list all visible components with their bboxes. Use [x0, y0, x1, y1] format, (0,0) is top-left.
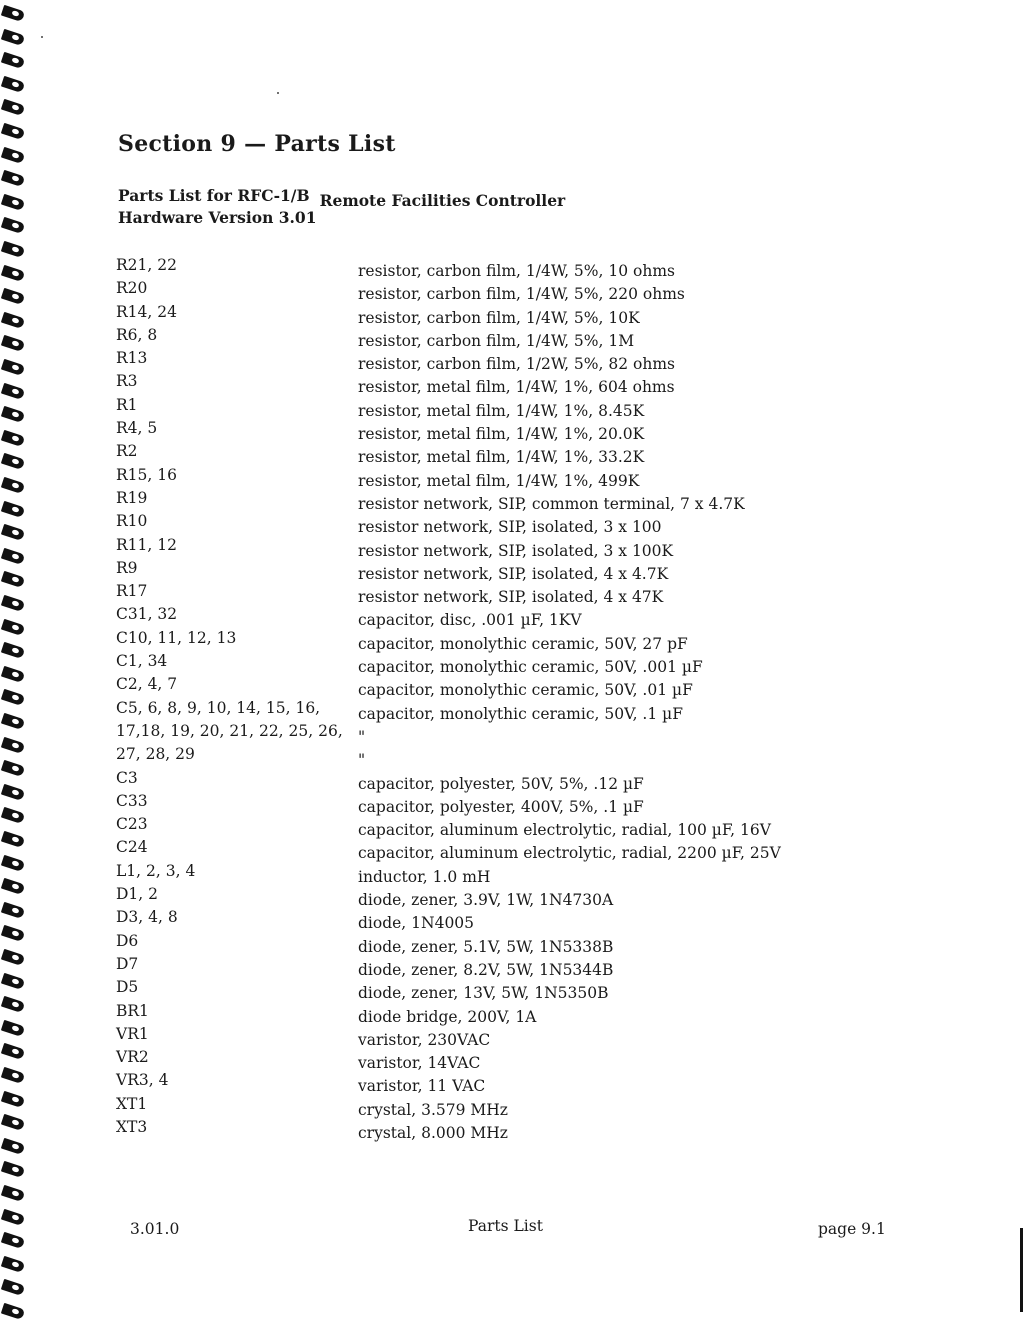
part-description: resistor, carbon film, 1/4W, 5%, 10 ohms [358, 262, 675, 280]
part-description: capacitor, monolythic ceramic, 50V, .001 µF [358, 658, 703, 677]
document-subtitle-line1 [118, 186, 566, 210]
part-description: inductor, 1.0 mH [358, 867, 491, 886]
binding-ring [2, 1094, 24, 1108]
part-reference: C1, 34 [116, 652, 168, 671]
part-reference: C31, 32 [116, 605, 178, 624]
part-reference: R14, 24 [116, 302, 177, 321]
part-row [116, 370, 836, 397]
binding-ring [2, 150, 24, 164]
part-row [116, 953, 836, 979]
binding-ring [2, 504, 24, 518]
spiral-binding [0, 0, 30, 1324]
part-reference: C33 [116, 791, 148, 810]
binding-ring [2, 1046, 24, 1060]
binding-ring [2, 1235, 24, 1249]
footer-title: Parts List [468, 1217, 543, 1235]
binding-ring [2, 456, 24, 470]
part-row [116, 650, 836, 677]
part-description: resistor, metal film, 1/4W, 1%, 20.0K [358, 425, 645, 444]
binding-ring [2, 338, 24, 352]
part-row [116, 813, 836, 840]
part-row [116, 1093, 836, 1119]
part-row [116, 1023, 836, 1049]
part-row [116, 324, 836, 350]
binding-ring [2, 598, 24, 612]
binding-ring [2, 1282, 24, 1296]
binding-ring [2, 126, 24, 140]
document-subtitle-line2: Hardware Version 3.01 [118, 208, 317, 227]
part-description: resistor network, SIP, isolated, 4 x 47K [358, 588, 664, 607]
part-reference: L1, 2, 3, 4 [116, 861, 196, 880]
binding-ring [2, 787, 24, 801]
binding-ring [2, 8, 24, 22]
part-description: diode, 1N4005 [358, 914, 475, 933]
part-reference: C24 [116, 838, 148, 857]
part-row [116, 1000, 836, 1026]
part-row [116, 487, 836, 513]
binding-ring [2, 834, 24, 848]
part-reference: R3 [116, 372, 138, 391]
part-reference: R11, 12 [116, 535, 177, 554]
part-row [116, 627, 836, 653]
part-reference: R15, 16 [116, 465, 177, 484]
part-reference: D7 [116, 954, 139, 973]
part-row [116, 743, 836, 770]
binding-ring [2, 291, 24, 305]
part-description: resistor network, SIP, isolated, 3 x 100 [358, 518, 662, 537]
section-title: Section 9 — Parts List [118, 131, 396, 157]
binding-ring [2, 79, 24, 93]
part-row [116, 1046, 836, 1073]
binding-ring [2, 480, 24, 494]
binding-ring [2, 740, 24, 754]
part-row [116, 394, 836, 420]
binding-ring [2, 102, 24, 116]
binding-ring [2, 1117, 24, 1131]
part-description: resistor, carbon film, 1/4W, 5%, 10K [358, 308, 640, 327]
binding-ring [2, 976, 24, 990]
part-description: resistor network, SIP, isolated, 4 x 4.7K [358, 564, 669, 583]
part-reference: D6 [116, 931, 139, 950]
binding-ring [2, 1188, 24, 1202]
part-description: crystal, 8.000 MHz [358, 1123, 508, 1142]
part-row [116, 557, 836, 583]
part-description: crystal, 3.579 MHz [358, 1100, 508, 1119]
binding-ring [2, 527, 24, 541]
binding-ring [2, 669, 24, 683]
part-reference: R21, 22 [116, 256, 177, 274]
binding-ring [2, 32, 24, 46]
part-reference: C3 [116, 768, 138, 787]
part-row [116, 277, 836, 304]
part-reference: R9 [116, 558, 138, 577]
binding-ring [2, 952, 24, 966]
part-description: diode, zener, 3.9V, 1W, 1N4730A [358, 891, 614, 910]
part-reference: R4, 5 [116, 419, 158, 438]
binding-ring [2, 692, 24, 706]
part-description: " [358, 751, 366, 770]
part-reference: 27, 28, 29 [116, 745, 195, 764]
part-description: resistor, metal film, 1/4W, 1%, 499K [358, 471, 640, 490]
part-reference: R6, 8 [116, 325, 158, 344]
part-description: varistor, 11 VAC [358, 1077, 486, 1096]
part-description: resistor, carbon film, 1/4W, 5%, 1M [358, 331, 635, 350]
binding-ring [2, 197, 24, 211]
part-row [116, 301, 836, 327]
binding-ring [2, 409, 24, 423]
binding-ring [2, 244, 24, 258]
part-reference: VR2 [116, 1048, 149, 1067]
binding-ring [2, 220, 24, 234]
part-reference: XT3 [116, 1117, 148, 1136]
binding-ring [2, 716, 24, 730]
part-row [116, 720, 836, 746]
part-row [116, 603, 836, 630]
part-reference: D1, 2 [116, 885, 159, 904]
scan-speck [277, 92, 279, 94]
part-description: resistor, metal film, 1/4W, 1%, 33.2K [358, 448, 645, 467]
binding-ring [2, 999, 24, 1013]
part-row [116, 417, 836, 444]
binding-ring [2, 763, 24, 777]
part-row [116, 860, 836, 886]
part-row [116, 510, 836, 537]
part-row [116, 534, 836, 560]
part-row [116, 1069, 836, 1096]
footer-version: 3.01.0 [130, 1220, 180, 1238]
part-row [116, 440, 836, 467]
binding-ring [2, 268, 24, 282]
binding-ring [2, 1141, 24, 1155]
part-description: capacitor, aluminum electrolytic, radial, 2200 µF, 25V [358, 844, 781, 863]
part-row [116, 673, 836, 700]
part-reference: XT1 [116, 1094, 148, 1113]
part-description: diode, zener, 13V, 5W, 1N5350B [358, 984, 609, 1003]
part-description: varistor, 230VAC [358, 1030, 491, 1049]
part-row [116, 464, 836, 490]
part-reference: R10 [116, 512, 148, 531]
part-reference: 17,18, 19, 20, 21, 22, 25, 26, [116, 721, 343, 740]
part-reference: C23 [116, 815, 148, 834]
part-reference: C10, 11, 12, 13 [116, 628, 237, 647]
binding-ring [2, 858, 24, 872]
part-description: resistor network, SIP, isolated, 3 x 100K [358, 541, 674, 560]
binding-ring [2, 362, 24, 376]
part-description: resistor, metal film, 1/4W, 1%, 8.45K [358, 401, 645, 420]
part-row [116, 697, 836, 723]
binding-ring [2, 1070, 24, 1084]
binding-ring [2, 1164, 24, 1178]
part-description: capacitor, polyester, 400V, 5%, .1 µF [358, 797, 644, 816]
part-description: resistor, carbon film, 1/2W, 5%, 82 ohms [358, 355, 675, 374]
binding-ring [2, 1212, 24, 1226]
part-description: capacitor, monolythic ceramic, 50V, .01 µF [358, 681, 693, 700]
binding-ring [2, 315, 24, 329]
page-edge-mark [1020, 1228, 1023, 1312]
binding-ring [2, 386, 24, 400]
subtitle-product: Remote Facilities Controller [319, 191, 566, 210]
part-row [116, 836, 836, 863]
part-row [116, 254, 836, 280]
binding-ring [2, 810, 24, 824]
part-description: diode, zener, 8.2V, 5W, 1N5344B [358, 960, 614, 979]
parts-list [116, 254, 836, 1142]
part-description: capacitor, monolythic ceramic, 50V, .1 µF [358, 704, 683, 723]
part-reference: C2, 4, 7 [116, 675, 178, 694]
part-reference: D3, 4, 8 [116, 908, 178, 927]
part-row [116, 906, 836, 933]
part-description: capacitor, disc, .001 µF, 1KV [358, 611, 582, 630]
binding-ring [2, 1023, 24, 1037]
part-description: resistor, carbon film, 1/4W, 5%, 220 ohms [358, 285, 685, 304]
binding-ring [2, 55, 24, 69]
part-reference: R19 [116, 488, 148, 507]
part-row [116, 883, 836, 910]
binding-ring [2, 1259, 24, 1273]
part-row [116, 976, 836, 1003]
part-row [116, 580, 836, 607]
part-description: diode bridge, 200V, 1A [358, 1007, 537, 1026]
part-description: " [358, 727, 366, 746]
part-reference: R17 [116, 582, 148, 601]
binding-ring [2, 173, 24, 187]
part-reference: R2 [116, 442, 138, 461]
part-reference: D5 [116, 978, 139, 997]
scan-speck [41, 36, 43, 38]
binding-ring [2, 433, 24, 447]
part-row [116, 767, 836, 793]
subtitle-model: Parts List for RFC-1/B [118, 186, 310, 205]
part-description: capacitor, monolythic ceramic, 50V, 27 pF [358, 634, 688, 653]
part-description: varistor, 14VAC [358, 1054, 481, 1073]
binding-ring [2, 905, 24, 919]
binding-ring [2, 881, 24, 895]
part-row [116, 930, 836, 956]
part-description: resistor network, SIP, common terminal, 7 x 4.7K [358, 494, 745, 513]
binding-ring [2, 928, 24, 942]
binding-ring [2, 645, 24, 659]
part-reference: R1 [116, 395, 138, 414]
binding-ring [2, 622, 24, 636]
binding-ring [2, 551, 24, 565]
binding-ring [2, 574, 24, 588]
part-description: capacitor, polyester, 50V, 5%, .12 µF [358, 774, 644, 793]
part-description: resistor, metal film, 1/4W, 1%, 604 ohms [358, 378, 675, 397]
binding-ring [2, 1306, 24, 1320]
part-row [116, 790, 836, 816]
part-reference: R13 [116, 349, 148, 368]
part-reference: R20 [116, 279, 148, 298]
part-description: diode, zener, 5.1V, 5W, 1N5338B [358, 937, 614, 956]
part-reference: C5, 6, 8, 9, 10, 14, 15, 16, [116, 698, 321, 717]
part-reference: BR1 [116, 1001, 149, 1020]
part-description: capacitor, aluminum electrolytic, radial, 100 µF, 16V [358, 821, 771, 840]
part-reference: VR3, 4 [116, 1071, 169, 1090]
part-reference: VR1 [116, 1024, 149, 1043]
part-row [116, 1116, 836, 1142]
part-row [116, 347, 836, 374]
footer-page-number: page 9.1 [818, 1220, 886, 1238]
